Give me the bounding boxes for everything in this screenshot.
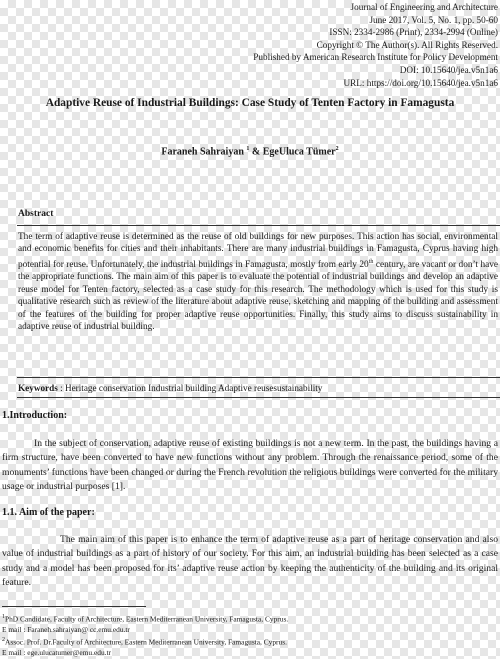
publisher: Published by American Research Institute for Policy Development — [253, 52, 498, 63]
keywords-label: Keywords — [18, 383, 58, 393]
author-1-marker: 1 — [246, 146, 250, 152]
journal-issue: June 2017, Vol. 5, No. 1, pp. 50-60 — [369, 14, 498, 25]
section-heading-introduction: 1.Introduction: — [2, 410, 68, 421]
author-joiner: & — [249, 146, 263, 158]
copyright-notice: Copyright © The Author(s). All Rights Reserved. — [316, 39, 498, 50]
journal-name: Journal of Engineering and Architecture — [350, 2, 498, 12]
abstract-bottom-rule — [17, 377, 500, 378]
footnote-1-email: E mail : Faraneh.sahraiyan@ cc.emu.edu.tr — [2, 625, 130, 634]
abstract-heading: Abstract — [18, 209, 54, 219]
introduction-paragraph: In the subject of conservation, adaptive reuse of existing buildings is not a new term. In the past, the buildings having a firm structure, have been converted to have new functions without any problem. Through the renaissance period, some of the monuments’ functions have been changed or during the French revolution the religious buildings were converted for the military usage or industrial purposes [1]. — [2, 438, 498, 492]
section-heading-aim: 1.1. Aim of the paper: — [2, 507, 95, 518]
footnote-rule — [2, 606, 146, 607]
footnote-2 — [2, 637, 287, 646]
doi: DOI: 10.15640/jea.v5n1a6 — [399, 64, 498, 75]
abstract-text-1: The term of adaptive reuse is determined as the reuse of old buildings for new purposes. This action has social, environmental and economic benefits for cities and their inhabitants. There are many industrial buildings in Famagusta, Cyprus having high potential for reuse. Unfortunately, the industrial buildings in Famagusta, mostly from early 20 — [18, 232, 498, 270]
keywords-line — [18, 383, 322, 393]
paper-title: Adaptive Reuse of Industrial Buildings: Case Study of Tenten Factory in Famagusta — [45, 97, 455, 109]
journal-header — [253, 1, 498, 89]
footnote-2-marker: 2 — [2, 637, 5, 643]
footnote-2-email: E mail : ege.ulucatumer@emu.edu.tr — [2, 648, 112, 657]
author-line — [0, 146, 500, 157]
abstract-body — [18, 231, 498, 333]
abstract-sup: th — [368, 258, 374, 265]
abstract-top-rule — [17, 225, 500, 226]
footnote-2-text: Assoc. Prof. Dr.Faculty of Architecture, Eastern Mediterranean University, Famagusta, Cyprus. — [5, 637, 287, 647]
author-1: Faraneh Sahraiyan — [161, 146, 244, 158]
footnote-1-text: PhD Candidate, Faculty of Architecture, Eastern Mediterranean University, Famagusta, Cyprus. — [5, 614, 289, 624]
footnote-1-marker: 1 — [2, 614, 5, 620]
footnote-1 — [2, 614, 288, 623]
keywords-rule — [17, 397, 500, 398]
aim-paragraph: The main aim of this paper is to enhance the term of adaptive reuse as a part of heritage conservation and also value of industrial buildings as a part of history of our society. For this aim, an industrial building has been selected as a case study and a model has been proposed for its’ adaptive reuse action by keeping the authenticity of the building and its original feature. — [2, 534, 498, 588]
abstract-text-2: century, are vacant or don’t have the appropriate functions. The main aim of this paper is to evaluate the potential of industrial buildings and develop an adaptive reuse model for Tenten factory, selected as a case study for this research. The methodology which is used for this study is qualitative research such as review of the literature about adaptive reuse, sketching and mapping of the building and assessment of the features of the building for proper adaptive reuse opportunities. Finally, this study aims to discuss sustainability in adaptive reuse of industrial building. — [18, 259, 498, 332]
journal-issn: ISSN: 2334-2986 (Print), 2334-2994 (Online) — [329, 27, 498, 38]
doi-url[interactable]: URL: https://doi.org/10.15640/jea.v5n1a6 — [343, 77, 498, 88]
author-2: EgeUluca Tümer — [262, 146, 336, 158]
keywords-text: : Heritage conservation Industrial building Adaptive reusesustainability — [57, 383, 323, 393]
author-2-marker: 2 — [335, 146, 339, 152]
